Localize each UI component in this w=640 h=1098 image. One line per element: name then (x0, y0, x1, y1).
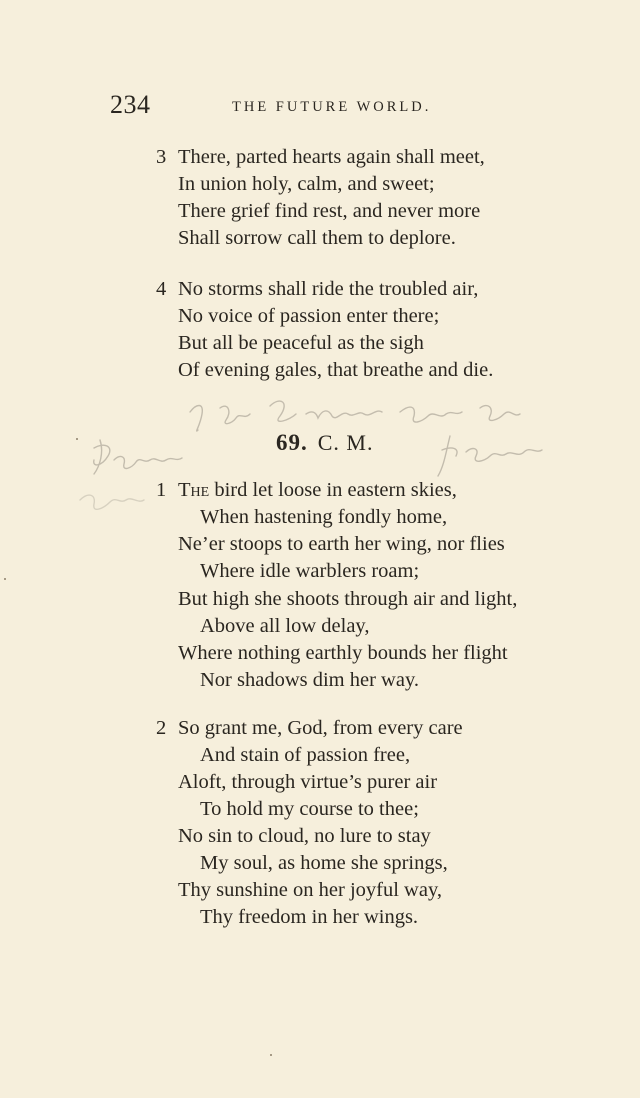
verse-number: 2 (156, 717, 167, 739)
verse-line: No voice of passion enter there; (178, 305, 440, 327)
verse-line: Ne’er stoops to earth her wing, nor flies (178, 533, 505, 555)
verse-number: 4 (156, 278, 167, 300)
verse-line: No sin to cloud, no lure to stay (178, 825, 431, 847)
verse-number: 3 (156, 146, 167, 168)
verse-line: But all be peaceful as the sigh (178, 332, 424, 354)
page-header (0, 90, 640, 124)
verse-line: Shall sorrow call them to deplore. (178, 227, 456, 249)
verse-first-word: The (178, 479, 210, 501)
verse-line: There, parted hearts again shall meet, (178, 146, 485, 168)
hymn-meter: C. M. (317, 430, 374, 455)
verse-line: When hastening fondly home, (200, 506, 448, 528)
verse-line: Nor shadows dim her way. (200, 669, 420, 691)
verse-line: To hold my course to thee; (200, 798, 419, 820)
paper-speck (4, 578, 6, 580)
verse-line: Above all low delay, (200, 615, 370, 637)
running-title: THE FUTURE WORLD. (232, 99, 432, 115)
verse-line: Aloft, through virtue’s purer air (178, 771, 438, 793)
verse-line: My soul, as home she springs, (200, 852, 448, 874)
hymn-number: 69. (276, 430, 308, 455)
verse-line: Thy freedom in her wings. (200, 906, 419, 928)
verse-line: There grief find rest, and never more (178, 200, 481, 222)
verse-line: But high she shoots through air and light, (178, 588, 518, 610)
verse-line: Where nothing earthly bounds her flight (178, 642, 508, 664)
verse-line (178, 479, 457, 502)
verse-line: Of evening gales, that breathe and die. (178, 359, 494, 381)
hymn-heading (276, 430, 374, 456)
paper-speck (270, 1054, 272, 1056)
paper-speck (76, 438, 78, 440)
verse-line: In union holy, calm, and sweet; (178, 173, 435, 195)
verse-line: Where idle warblers roam; (200, 560, 420, 582)
verse-number: 1 (156, 479, 167, 501)
verse-line: So grant me, God, from every care (178, 717, 463, 739)
verse-line: Thy sunshine on her joyful way, (178, 879, 442, 901)
verse-line: And stain of passion free, (200, 744, 411, 766)
verse-line-rest: bird let loose in eastern skies, (209, 479, 457, 501)
verse-line: No storms shall ride the troubled air, (178, 278, 479, 300)
page-number: 234 (110, 90, 151, 119)
